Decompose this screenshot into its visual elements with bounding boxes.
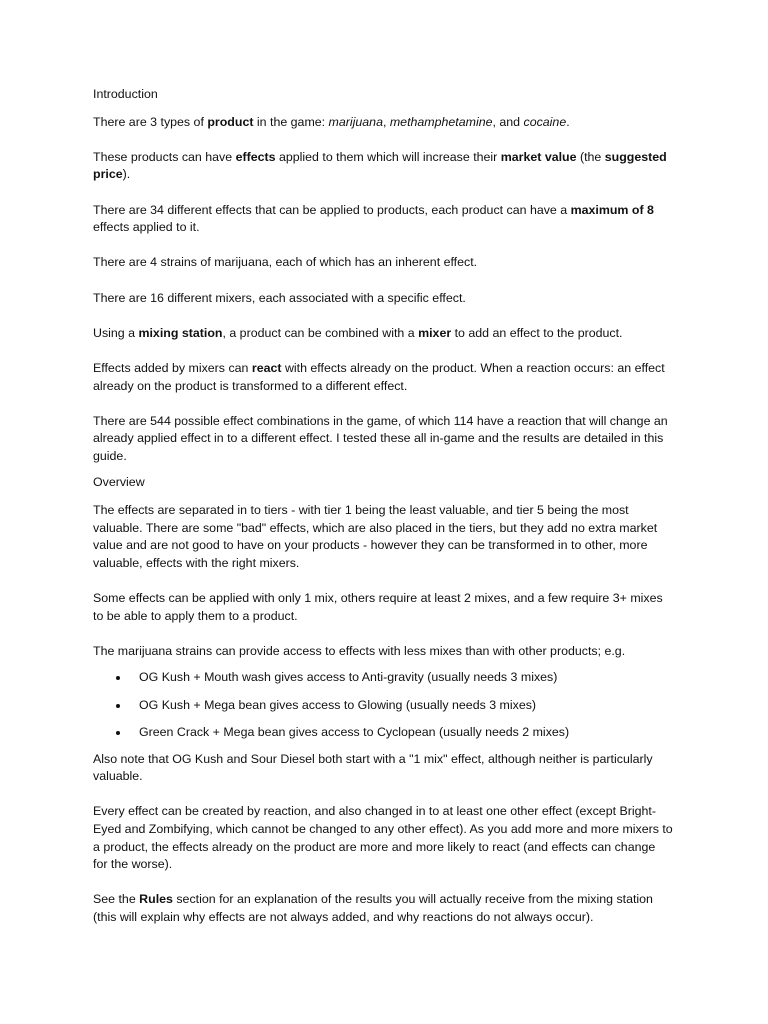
- bold-term: product: [207, 114, 254, 129]
- bold-term: maximum of 8: [570, 202, 654, 217]
- text-run: , and: [492, 114, 524, 129]
- product-types-paragraph: [93, 114, 673, 132]
- effect-count-paragraph: [93, 202, 673, 237]
- rules-paragraph: [93, 891, 673, 926]
- text-run: with effects already on the product. When a reaction occurs: an effect already on the product is transformed to a different effect.: [93, 360, 665, 393]
- text-run: section for an explanation of the results you will actually receive from the mixing station (this will explain why effects are not always added, and why reactions do not always occur).: [93, 892, 653, 925]
- document-page: [93, 86, 673, 944]
- mixers-paragraph: There are 16 different mixers, each associated with a specific effect.: [93, 290, 466, 305]
- mixing-station-paragraph: [93, 325, 673, 343]
- bold-term: effects: [235, 149, 276, 164]
- text-run: There are 34 different effects that can be applied to products, each product can have a: [93, 202, 571, 217]
- text-run: See the: [93, 892, 140, 907]
- text-run: , a product can be combined with a: [222, 325, 419, 340]
- text-run: in the game:: [253, 114, 329, 129]
- list-item: OG Kush + Mega bean gives access to Glowing (usually needs 3 mixes): [139, 697, 673, 715]
- text-run: Using a: [93, 325, 139, 340]
- overview-heading: Overview: [93, 475, 145, 490]
- combinations-paragraph: There are 544 possible effect combinations in the game, of which 114 have a reaction that will change an already applied effect in to a different effect. I tested these all in-game and the results are detailed in this guide.: [93, 413, 668, 463]
- text-run: ).: [122, 167, 131, 182]
- list-item: Green Crack + Mega bean gives access to Cyclopean (usually needs 2 mixes): [139, 724, 673, 742]
- bold-term: market value: [500, 149, 577, 164]
- text-run: ,: [382, 114, 390, 129]
- text-run: These products can have: [93, 149, 236, 164]
- text-run: applied to them which will increase their: [275, 149, 501, 164]
- bold-term: react: [251, 360, 282, 375]
- bold-term: mixer: [418, 325, 452, 340]
- italic-term: methamphetamine: [389, 114, 493, 129]
- strains-paragraph: There are 4 strains of marijuana, each of which has an inherent effect.: [93, 255, 478, 270]
- text-run: Effects added by mixers can: [93, 360, 252, 375]
- list-item: OG Kush + Mouth wash gives access to Anti-gravity (usually needs 3 mixes): [139, 669, 673, 687]
- examples-list: [93, 669, 673, 741]
- mix-count-paragraph: Some effects can be applied with only 1 mix, others require at least 2 mixes, and a few require 3+ mixes to be able to apply them to a product.: [93, 591, 663, 623]
- text-run: effects applied to it.: [93, 220, 200, 235]
- italic-term: cocaine: [523, 114, 567, 129]
- every-effect-paragraph: Every effect can be created by reaction, and also changed in to at least one other effect (except Bright-Eyed and Zombifying, which cannot be changed to any other effect). As you add more and more mixers to a product, the effects already on the product are more and more likely to react (and effects can change for the worse).: [93, 804, 673, 872]
- bold-term: suggested price: [93, 149, 667, 182]
- introduction-heading: Introduction: [93, 87, 158, 101]
- text-run: to add an effect to the product.: [451, 325, 623, 340]
- bold-term: mixing station: [138, 325, 223, 340]
- text-run: .: [566, 114, 570, 129]
- reaction-paragraph: [93, 360, 673, 395]
- italic-term: marijuana: [328, 114, 383, 129]
- tiers-paragraph: The effects are separated in to tiers - with tier 1 being the least valuable, and tier 5 being the most valuable. There are some "bad" effects, which are also placed in the tiers, but they add no extra market value and are not good to have on your products - however they can be transformed in to other, more valuable, effects with the right mixers.: [93, 503, 658, 570]
- text-run: There are 3 types of: [93, 114, 208, 129]
- effects-paragraph: [93, 149, 673, 184]
- note-paragraph: Also note that OG Kush and Sour Diesel both start with a "1 mix" effect, although neither is particularly valuable.: [93, 751, 653, 784]
- text-run: (the: [576, 149, 605, 164]
- bold-term: Rules: [139, 892, 173, 907]
- strain-access-paragraph: The marijuana strains can provide access to effects with less mixes than with other products; e.g.: [93, 643, 626, 658]
